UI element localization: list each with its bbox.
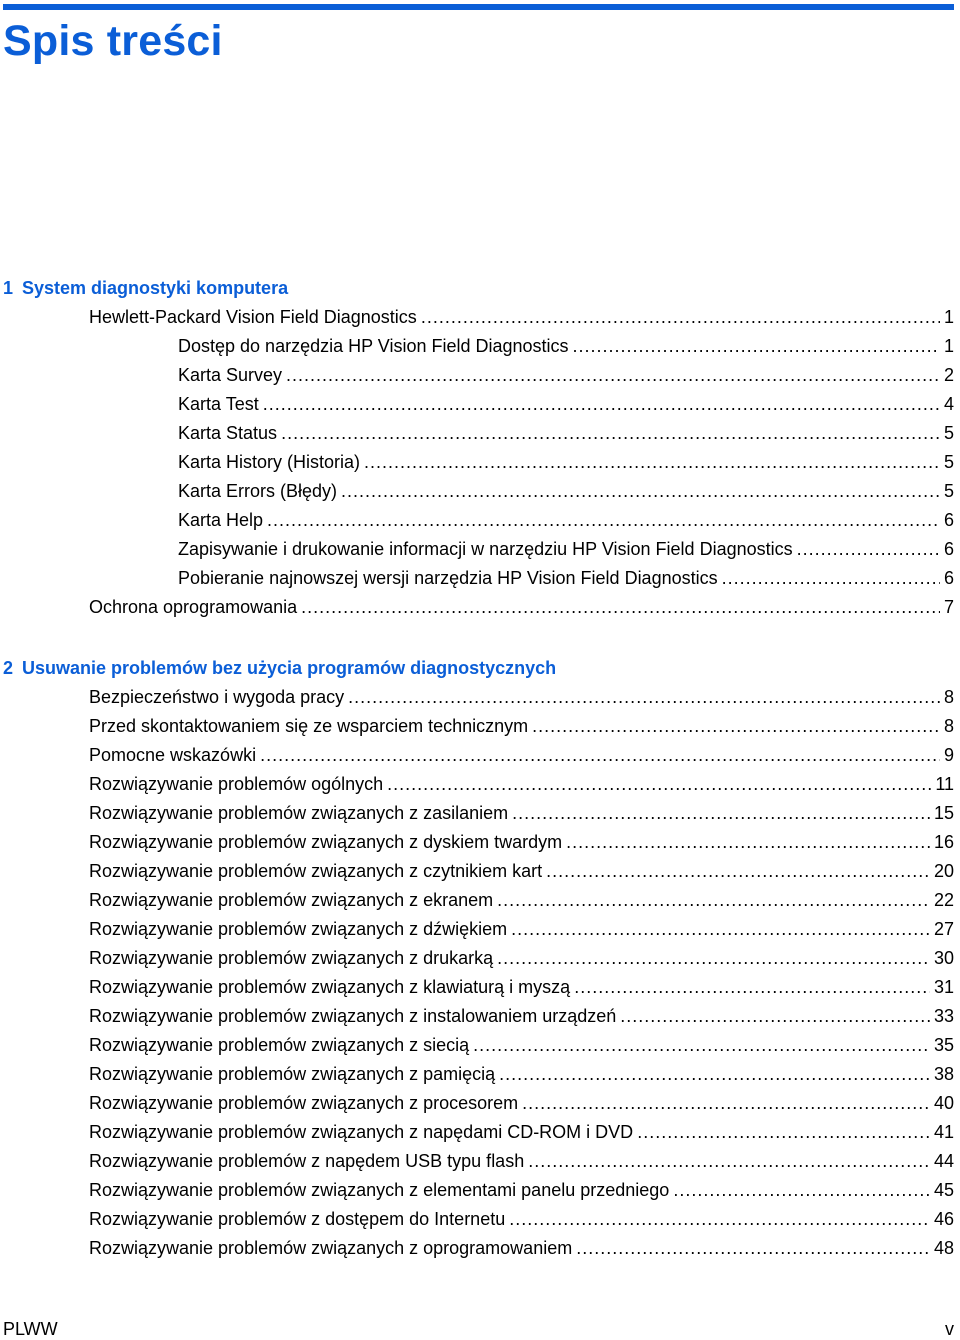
- toc-entry[interactable]: [89, 1147, 954, 1176]
- toc-entry-page-number: 1: [943, 307, 954, 327]
- toc-entry-label: Karta Errors (Błędy): [178, 481, 338, 501]
- dot-leader: [722, 564, 940, 593]
- toc-entry-page-number: 41: [933, 1122, 954, 1142]
- dot-leader: [499, 1060, 930, 1089]
- dot-leader: [364, 448, 940, 477]
- header-rule: [3, 4, 954, 10]
- dot-leader: [511, 915, 930, 944]
- dot-leader: [341, 477, 940, 506]
- toc-entry-page-number: 31: [933, 977, 954, 997]
- chapter-number: 2: [3, 658, 14, 678]
- toc-entry[interactable]: [89, 593, 954, 622]
- toc-entry-page-number: 6: [943, 539, 954, 559]
- dot-leader: [260, 741, 940, 770]
- dot-leader: [421, 303, 940, 332]
- toc-entry[interactable]: [89, 828, 954, 857]
- toc-entry-label: Dostęp do narzędzia HP Vision Field Diagnostics: [178, 336, 569, 356]
- toc-entry-page-number: 20: [933, 861, 954, 881]
- dot-leader: [348, 683, 940, 712]
- toc-entry[interactable]: [89, 1002, 954, 1031]
- toc-entry-page-number: 5: [943, 481, 954, 501]
- toc-entry[interactable]: [89, 770, 954, 799]
- toc-entry-label: Rozwiązywanie problemów związanych z drukarką: [89, 948, 494, 968]
- dot-leader: [509, 1205, 930, 1234]
- toc-entry-label: Karta Test: [178, 394, 259, 414]
- toc-entry-label: Rozwiązywanie problemów z dostępem do Internetu: [89, 1209, 506, 1229]
- toc-entry[interactable]: [89, 886, 954, 915]
- toc-entry-page-number: 30: [933, 948, 954, 968]
- footer-document-code: PLWW: [3, 1319, 58, 1339]
- dot-leader: [673, 1176, 930, 1205]
- toc-entry[interactable]: [178, 564, 954, 593]
- toc-entry-label: Rozwiązywanie problemów związanych z napędami CD-ROM i DVD: [89, 1122, 634, 1142]
- toc-entry-label: Rozwiązywanie problemów ogólnych: [89, 774, 384, 794]
- toc-entry[interactable]: [89, 683, 954, 712]
- toc-entry[interactable]: [178, 535, 954, 564]
- dot-leader: [546, 857, 930, 886]
- dot-leader: [281, 419, 940, 448]
- toc-entry-label: Karta History (Historia): [178, 452, 361, 472]
- toc-entry-label: Rozwiązywanie problemów związanych z dyskiem twardym: [89, 832, 563, 852]
- toc-entry-page-number: 6: [943, 568, 954, 588]
- footer-page-number: v: [945, 1319, 954, 1339]
- toc-entry[interactable]: [89, 1176, 954, 1205]
- toc-entry-page-number: 48: [933, 1238, 954, 1258]
- chapter-heading-2[interactable]: [0, 654, 954, 683]
- toc-entry-label: Hewlett-Packard Vision Field Diagnostics: [89, 307, 417, 327]
- toc-entry-label: Pobieranie najnowszej wersji narzędzia HP Vision Field Diagnostics: [178, 568, 718, 588]
- dot-leader: [263, 390, 940, 419]
- toc-entry-label: Rozwiązywanie problemów związanych z instalowaniem urządzeń: [89, 1006, 617, 1026]
- toc-entry[interactable]: [89, 973, 954, 1002]
- toc-entry[interactable]: [89, 857, 954, 886]
- dot-leader: [573, 332, 940, 361]
- toc-entry-label: Ochrona oprogramowania: [89, 597, 298, 617]
- toc-entry[interactable]: [178, 477, 954, 506]
- toc-entry-label: Bezpieczeństwo i wygoda pracy: [89, 687, 345, 707]
- chapter-heading-1[interactable]: [0, 274, 954, 303]
- toc-entry-label: Rozwiązywanie problemów z napędem USB typu flash: [89, 1151, 525, 1171]
- toc-entry-label: Rozwiązywanie problemów związanych z klawiaturą i myszą: [89, 977, 571, 997]
- dot-leader: [528, 1147, 930, 1176]
- toc-entry-page-number: 1: [943, 336, 954, 356]
- dot-leader: [497, 886, 930, 915]
- toc-entry[interactable]: [89, 1089, 954, 1118]
- dot-leader: [566, 828, 930, 857]
- toc-entry[interactable]: [89, 303, 954, 332]
- toc-entry-page-number: 6: [943, 510, 954, 530]
- toc-entry-page-number: 35: [933, 1035, 954, 1055]
- toc-entry-label: Rozwiązywanie problemów związanych z dźwiękiem: [89, 919, 508, 939]
- toc-entry-page-number: 16: [933, 832, 954, 852]
- dot-leader: [387, 770, 931, 799]
- dot-leader: [512, 799, 930, 828]
- toc-entry[interactable]: [178, 448, 954, 477]
- toc-entry-label: Rozwiązywanie problemów związanych z elementami panelu przedniego: [89, 1180, 670, 1200]
- toc-entry[interactable]: [89, 1031, 954, 1060]
- toc-entry-label: Rozwiązywanie problemów związanych z siecią: [89, 1035, 470, 1055]
- toc-entry[interactable]: [178, 419, 954, 448]
- toc-entry-page-number: 40: [933, 1093, 954, 1113]
- dot-leader: [797, 535, 940, 564]
- dot-leader: [522, 1089, 930, 1118]
- toc-entry-label: Karta Status: [178, 423, 278, 443]
- toc-entry-page-number: 33: [933, 1006, 954, 1026]
- toc-entry[interactable]: [89, 712, 954, 741]
- toc-entry-page-number: 15: [933, 803, 954, 823]
- toc-entry-label: Rozwiązywanie problemów związanych z czytnikiem kart: [89, 861, 543, 881]
- toc-entry[interactable]: [89, 741, 954, 770]
- toc-entry-page-number: 27: [933, 919, 954, 939]
- toc-entry-page-number: 8: [943, 716, 954, 736]
- toc-entry[interactable]: [178, 390, 954, 419]
- toc-entry-page-number: 5: [943, 423, 954, 443]
- toc-entry[interactable]: [89, 1118, 954, 1147]
- toc-entry-label: Rozwiązywanie problemów związanych z procesorem: [89, 1093, 519, 1113]
- toc-entry[interactable]: [89, 799, 954, 828]
- toc-entry-page-number: 9: [943, 745, 954, 765]
- toc-entry-page-number: 4: [943, 394, 954, 414]
- toc-entry[interactable]: [89, 1234, 954, 1263]
- toc-entry-label: Karta Help: [178, 510, 264, 530]
- toc-entry[interactable]: [178, 506, 954, 535]
- chapter-number: 1: [3, 278, 14, 298]
- dot-leader: [576, 1234, 930, 1263]
- chapter-title: System diagnostyki komputera: [22, 278, 289, 298]
- toc-entry[interactable]: [89, 915, 954, 944]
- toc-entry-page-number: 7: [943, 597, 954, 617]
- toc-entry[interactable]: [178, 332, 954, 361]
- toc-entry[interactable]: [89, 944, 954, 973]
- toc-entry-page-number: 8: [943, 687, 954, 707]
- toc-entry-page-number: 45: [933, 1180, 954, 1200]
- toc-entry-label: Rozwiązywanie problemów związanych z ekranem: [89, 890, 494, 910]
- toc-entry-label: Przed skontaktowaniem się ze wsparciem technicznym: [89, 716, 529, 736]
- dot-leader: [637, 1118, 930, 1147]
- dot-leader: [574, 973, 930, 1002]
- toc-entry-page-number: 2: [943, 365, 954, 385]
- dot-leader: [286, 361, 940, 390]
- dot-leader: [620, 1002, 930, 1031]
- toc-entry-label: Rozwiązywanie problemów związanych z pamięcią: [89, 1064, 496, 1084]
- dot-leader: [301, 593, 940, 622]
- toc-entry-page-number: 22: [933, 890, 954, 910]
- toc-entry-label: Rozwiązywanie problemów związanych z oprogramowaniem: [89, 1238, 573, 1258]
- chapter-title: Usuwanie problemów bez użycia programów diagnostycznych: [22, 658, 557, 678]
- toc-entry-page-number: 11: [935, 774, 954, 794]
- toc-entry-page-number: 5: [943, 452, 954, 472]
- toc-entry-label: Rozwiązywanie problemów związanych z zasilaniem: [89, 803, 509, 823]
- toc-entry-label: Karta Survey: [178, 365, 283, 385]
- dot-leader: [473, 1031, 930, 1060]
- toc-entry[interactable]: [89, 1205, 954, 1234]
- toc-entry[interactable]: [178, 361, 954, 390]
- dot-leader: [532, 712, 940, 741]
- toc-entry-label: Zapisywanie i drukowanie informacji w narzędziu HP Vision Field Diagnostics: [178, 539, 793, 559]
- dot-leader: [497, 944, 930, 973]
- dot-leader: [267, 506, 940, 535]
- page-title: Spis treści: [3, 17, 223, 65]
- toc-entry-page-number: 46: [933, 1209, 954, 1229]
- toc-entry-page-number: 38: [933, 1064, 954, 1084]
- toc-entry-label: Pomocne wskazówki: [89, 745, 257, 765]
- toc-entry[interactable]: [89, 1060, 954, 1089]
- toc-entry-page-number: 44: [933, 1151, 954, 1171]
